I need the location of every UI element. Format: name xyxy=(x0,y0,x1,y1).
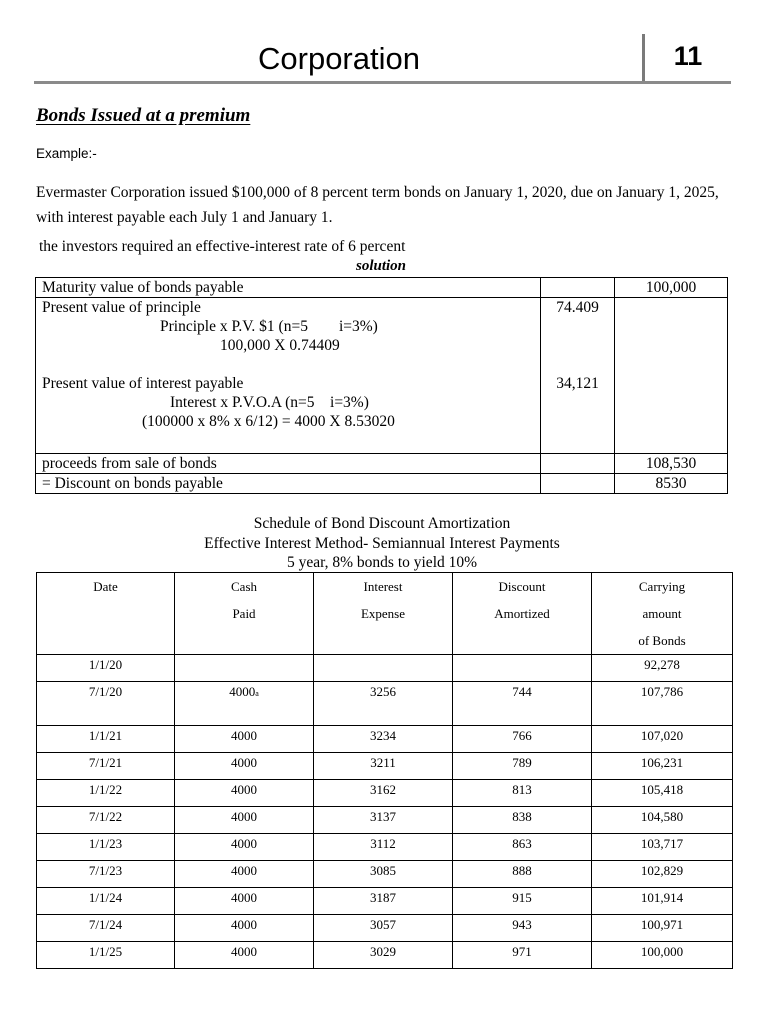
col-header-date: Date xyxy=(37,573,175,655)
table-row xyxy=(36,474,728,494)
schedule-subtitle-2: 5 year, 8% bonds to yield 10% xyxy=(286,554,478,571)
table-row: 7/1/20 4000a 3256 744 107,786 xyxy=(37,682,733,726)
maturity-value: 100,000 xyxy=(615,278,728,298)
table-row: 1/1/24 4000 3187 915 101,914 xyxy=(37,888,733,915)
maturity-label: Maturity value of bonds payable xyxy=(36,278,541,298)
problem-paragraph: Evermaster Corporation issued $100,000 of 8 percent term bonds on January 1, 2020, due on January 1, 2025, with interest payable each July 1 and January 1. xyxy=(36,184,719,226)
pv-principal-formula: Principle x P.V. $1 (n=5 i=3%) xyxy=(160,318,378,335)
col-header-interest: Interest Expense xyxy=(314,573,453,655)
solution-label: solution xyxy=(355,258,407,274)
pv-principal-label: Present value of principle xyxy=(42,299,201,316)
example-label: Example:- xyxy=(36,146,97,161)
proceeds-label: proceeds from sale of bonds xyxy=(36,454,541,474)
pv-principal-value: 74.409 xyxy=(556,299,599,316)
section-title: Bonds Issued at a premium xyxy=(36,105,251,126)
table-row xyxy=(36,454,728,474)
schedule-title: Schedule of Bond Discount Amortization xyxy=(253,515,511,532)
pv-interest-calc: (100000 x 8% x 6/12) = 4000 X 8.53020 xyxy=(142,413,395,430)
table-row: 1/1/21 4000 3234 766 107,020 xyxy=(37,726,733,753)
col-header-discount: Discount Amortized xyxy=(453,573,592,655)
table-row: 7/1/21 4000 3211 789 106,231 xyxy=(37,753,733,780)
col-header-cash: Cash Paid xyxy=(175,573,314,655)
table-row: 1/1/25 4000 3029 971 100,000 xyxy=(37,942,733,969)
table-row: 7/1/23 4000 3085 888 102,829 xyxy=(37,861,733,888)
effective-rate-text: the investors required an effective-interest rate of 6 percent xyxy=(39,238,406,255)
pv-interest-label: Present value of interest payable xyxy=(42,375,244,392)
header-divider xyxy=(642,34,645,82)
page-title: Corporation xyxy=(258,41,420,76)
discount-label: = Discount on bonds payable xyxy=(36,474,541,494)
table-row: 7/1/24 4000 3057 943 100,971 xyxy=(37,915,733,942)
table-row xyxy=(36,298,728,454)
table-row: 1/1/22 4000 3162 813 105,418 xyxy=(37,780,733,807)
solution-table xyxy=(35,277,728,494)
col-header-carrying: Carrying amount of Bonds xyxy=(592,573,733,655)
page-number: 11 xyxy=(673,41,703,71)
amortization-schedule-table xyxy=(36,572,733,969)
table-header-row xyxy=(37,573,733,655)
table-row: 7/1/22 4000 3137 838 104,580 xyxy=(37,807,733,834)
pv-principal-calc: 100,000 X 0.74409 xyxy=(220,337,340,354)
table-row: 1/1/20 92,278 xyxy=(37,655,733,682)
pv-interest-formula: Interest x P.V.O.A (n=5 i=3%) xyxy=(170,394,369,411)
discount-value: 8530 xyxy=(615,474,728,494)
proceeds-value: 108,530 xyxy=(615,454,728,474)
table-row: 1/1/23 4000 3112 863 103,717 xyxy=(37,834,733,861)
schedule-subtitle: Effective Interest Method- Semiannual Interest Payments xyxy=(204,535,560,552)
pv-interest-value: 34,121 xyxy=(556,375,599,392)
table-row xyxy=(36,278,728,298)
header-rule xyxy=(34,81,731,84)
